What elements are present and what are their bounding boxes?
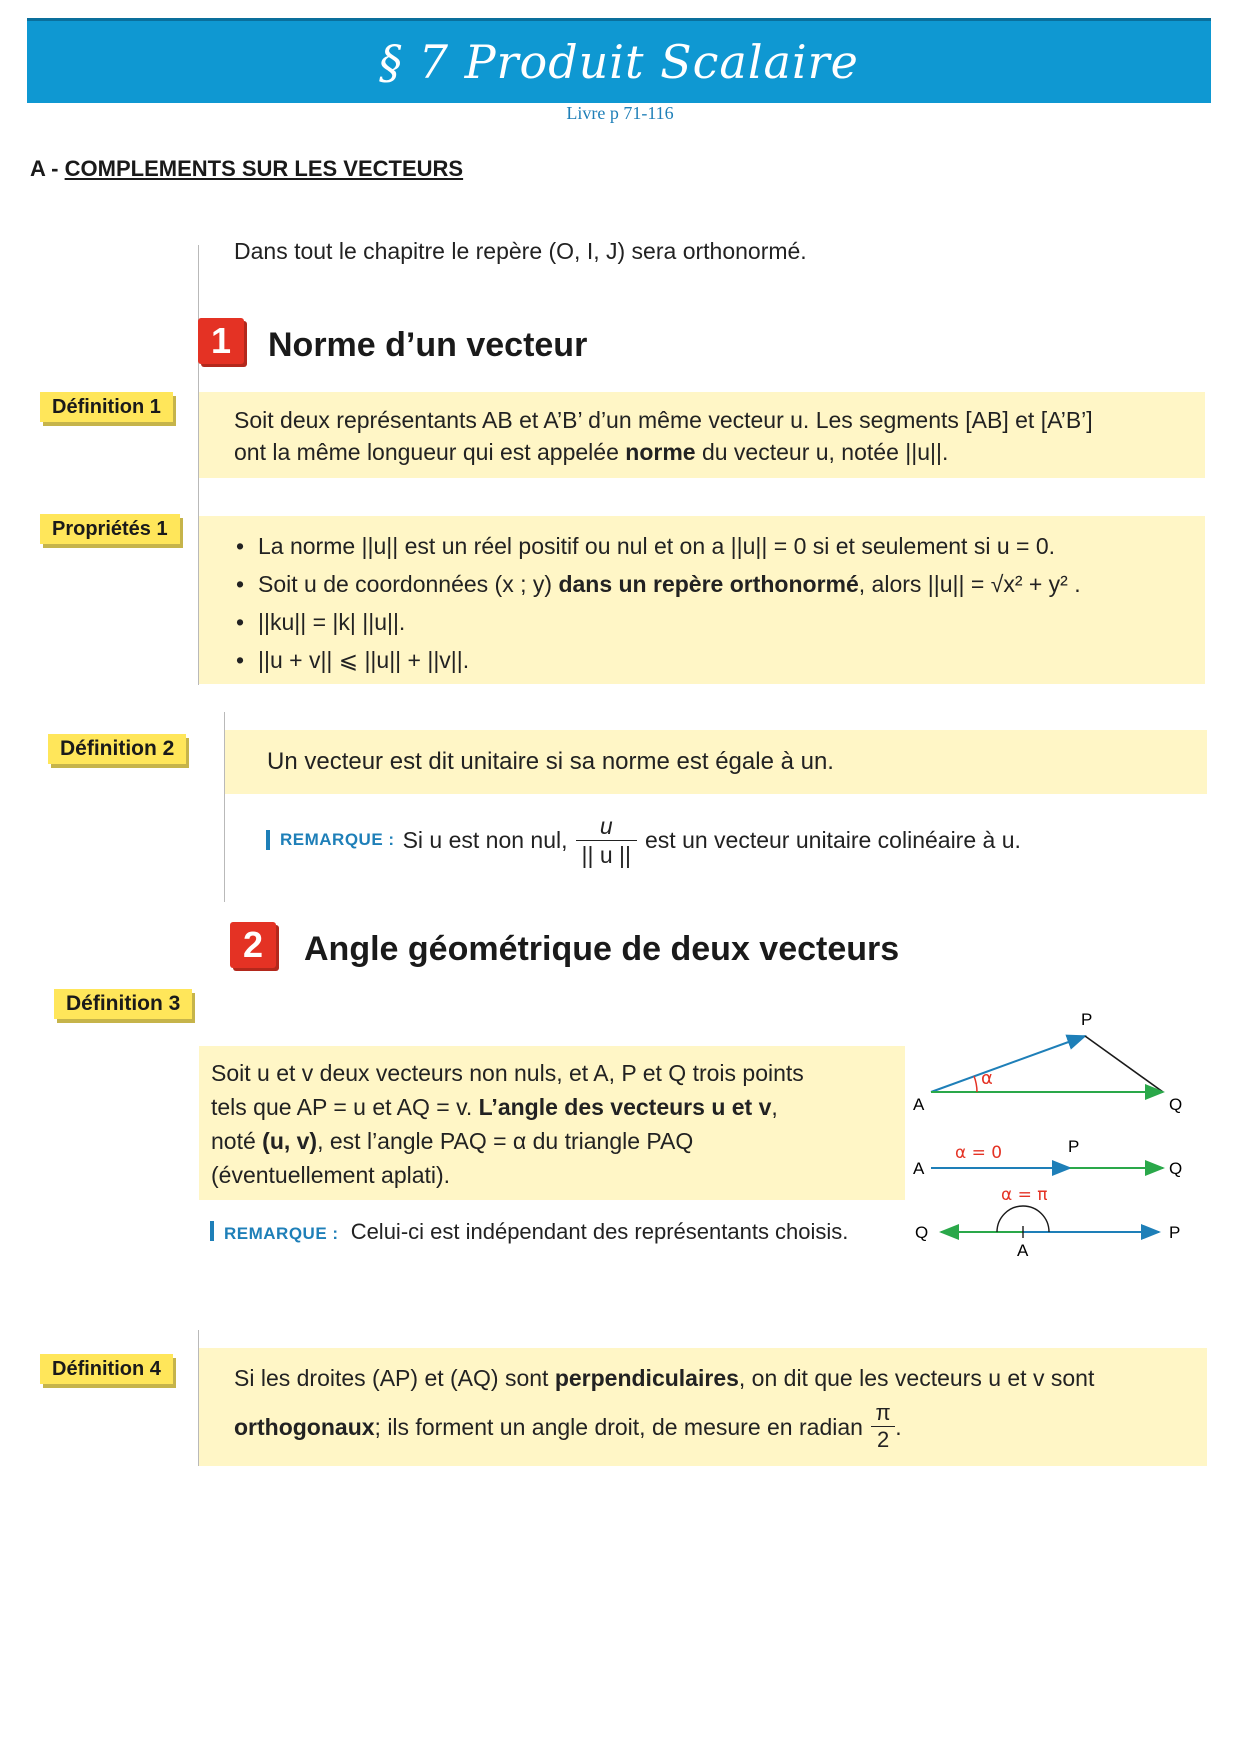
definition-2-text: Un vecteur est dit unitaire si sa norme est égale à un. [267, 748, 834, 775]
point-q-label: Q [1169, 1095, 1183, 1114]
property-item-4: • ||u + v|| ⩽ ||u|| + ||v||. [234, 644, 1081, 676]
point-p-label: P [1081, 1010, 1093, 1029]
section-a-prefix: A - [30, 156, 65, 181]
remark-text-b: est un vecteur unitaire colinéaire à u. [645, 827, 1021, 853]
fraction-pi: π [875, 1400, 891, 1425]
definition-4-text-end: , on dit que les vecteurs u et v sont [738, 1365, 1095, 1391]
part-1-title: Norme d’un vecteur [268, 326, 588, 364]
definition-1-badge: Définition 1 [40, 392, 173, 422]
definition-3-line-2 [211, 1090, 804, 1124]
angle-arc [974, 1076, 977, 1092]
definition-3-bold-angle: L’angle des vecteurs u et v [478, 1094, 772, 1120]
properties-1-badge: Propriétés 1 [40, 514, 180, 544]
definition-1-line-1: Soit deux représentants AB et A’B’ d’un même vecteur u. Les segments [AB] et [A’B’] [234, 407, 1093, 433]
remark-unit-vector [266, 800, 1021, 880]
title-banner [27, 18, 1211, 103]
definition-4-bold-orthogonaux: orthogonaux [234, 1413, 375, 1440]
definition-3-line-2-text: tels que AP = u et AQ = v. [211, 1094, 479, 1120]
definition-4-badge: Définition 4 [40, 1354, 173, 1384]
flat-point-a: A [1017, 1241, 1029, 1260]
definition-2-badge: Définition 2 [48, 734, 186, 764]
definition-3-line-1: Soit u et v deux vecteurs non nuls, et A, P et Q trois points [211, 1060, 804, 1086]
definition-4-line-2 [234, 1400, 902, 1453]
fraction-denominator: || u || [576, 840, 637, 869]
remark-bar [266, 830, 270, 850]
definition-3-bold-notation: (u, v) [262, 1128, 318, 1154]
unit-vector-fraction [576, 812, 637, 869]
alpha-label: α [981, 1068, 993, 1089]
remark-label: REMARQUE : [224, 1224, 339, 1243]
definition-1-text-end: du vecteur u, notée ||u||. [695, 439, 949, 465]
alpha-pi-label: α = π [1001, 1185, 1048, 1205]
remark-independence [210, 1216, 848, 1250]
definition-3-line-2-end: , [771, 1094, 778, 1120]
property-2-text: Soit u de coordonnées (x ; y) [258, 571, 559, 597]
angle-figure [905, 1000, 1195, 1270]
remark-label: REMARQUE : [280, 830, 395, 849]
definition-3-line-3-end: , est l’angle PAQ = α du triangle PAQ [317, 1128, 694, 1154]
section-a-title: COMPLEMENTS SUR LES VECTEURS [64, 156, 464, 181]
vector-ap-line [931, 1036, 1085, 1092]
definition-3-line-4: (éventuellement aplati). [211, 1162, 451, 1188]
property-item-2 [234, 568, 1081, 600]
definition-2-box [225, 730, 1207, 794]
definition-4-text: Si les droites (AP) et (AQ) sont [234, 1365, 555, 1391]
definition-3-line-3-text: noté [211, 1128, 263, 1154]
point-a-label: A [913, 1095, 925, 1114]
zero-point-q: Q [1169, 1159, 1183, 1178]
zero-point-p: P [1068, 1137, 1080, 1156]
definition-3-text [211, 1056, 804, 1192]
flat-point-q: Q [915, 1223, 929, 1242]
definition-4-line-2-text: ; ils forment un angle droit, de mesure en radian [374, 1413, 863, 1440]
definition-1-text: ont la même longueur qui est appelée [234, 439, 626, 465]
page-title: § 7 Produit Scalaire [379, 35, 859, 89]
remark-bar [210, 1221, 214, 1241]
definition-4-bold-perpendiculaires: perpendiculaires [554, 1365, 739, 1391]
definition-3-box [199, 1046, 905, 1200]
property-2-text-end: , alors ||u|| = √x² + y² . [858, 571, 1081, 597]
remark-text-a: Si u est non nul, [402, 827, 568, 853]
part-2-number: 2 [230, 922, 276, 968]
segment-pq [1085, 1036, 1163, 1092]
definition-1-line-2 [234, 436, 948, 468]
right-angle-fraction [871, 1400, 895, 1453]
part-2-title: Angle géométrique de deux vecteurs [304, 930, 900, 968]
property-item-1: • La norme ||u|| est un réel positif ou nul et on a ||u|| = 0 si et seulement si u = 0. [234, 530, 1081, 562]
remark-text: Celui-ci est indépendant des représentants choisis. [350, 1219, 849, 1244]
book-reference: Livre p 71-116 [566, 103, 674, 123]
fraction-two: 2 [871, 1426, 895, 1453]
definition-3-line-3 [211, 1124, 804, 1158]
definition-3-badge: Définition 3 [54, 989, 192, 1019]
definition-1-bold-norme: norme [625, 439, 696, 465]
fraction-numerator: u [599, 812, 613, 839]
properties-1-box [199, 516, 1205, 684]
definition-4-period: . [895, 1413, 902, 1440]
alpha-zero-label: α = 0 [955, 1143, 1003, 1163]
part-1-number: 1 [198, 318, 244, 364]
flat-point-p: P [1169, 1223, 1181, 1242]
property-item-3: • ||ku|| = |k| ||u||. [234, 606, 1081, 638]
intro-text: Dans tout le chapitre le repère (O, I, J) sera orthonormé. [234, 238, 807, 264]
definition-4-box [199, 1348, 1207, 1466]
section-a-heading [30, 156, 463, 182]
property-2-bold: dans un repère orthonormé [558, 571, 859, 597]
properties-1-list [234, 530, 1081, 682]
definition-4-line-1 [234, 1362, 1094, 1394]
definition-1-box [199, 392, 1205, 478]
zero-point-a: A [913, 1159, 925, 1178]
